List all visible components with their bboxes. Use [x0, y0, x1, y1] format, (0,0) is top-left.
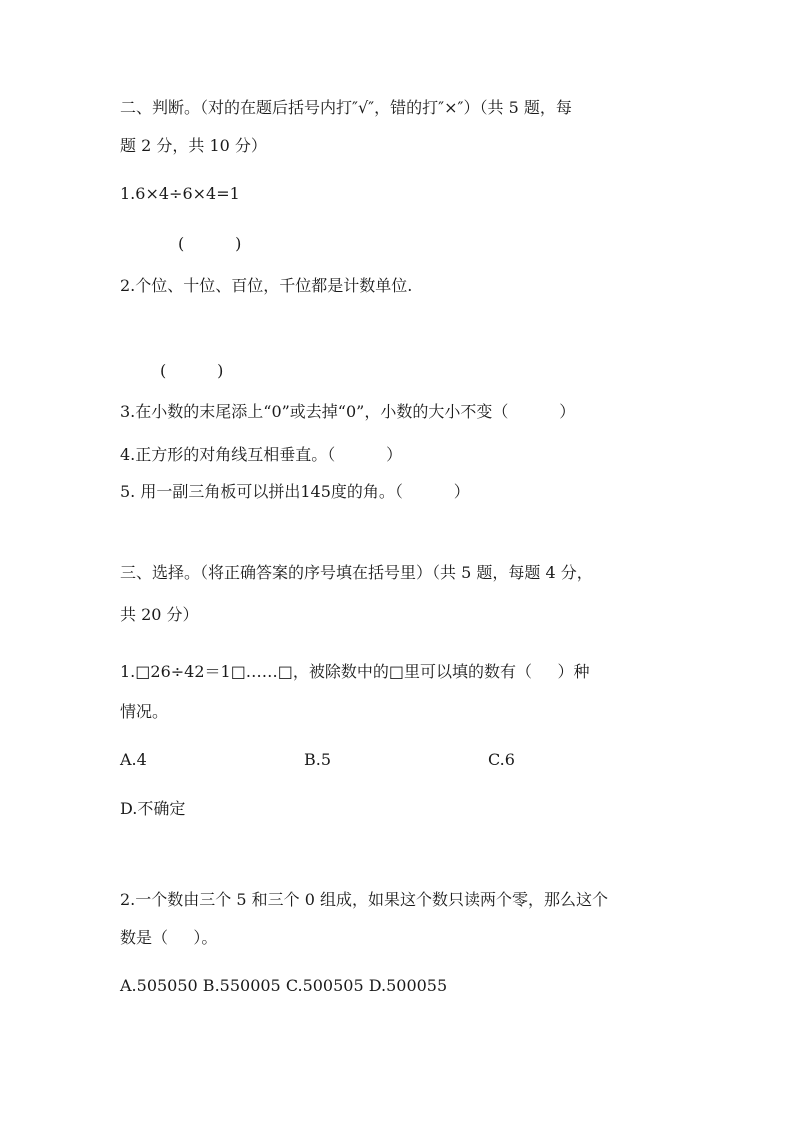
choice-question-1-line1: 1.□26÷42＝1□……□，被除数中的□里可以填的数有（ ）种	[120, 662, 590, 681]
judge-question-1-blank[interactable]: ( )	[178, 234, 242, 253]
choice-question-1-option-d[interactable]: D.不确定	[120, 799, 186, 818]
choice-question-2-options[interactable]: A.505050 B.550005 C.500505 D.500055	[120, 976, 448, 995]
section2-heading-line1: 二、判断。（对的在题后括号内打″√″，错的打″×″）（共 5 题，每	[120, 98, 572, 117]
choice-question-2-line2: 数是（ ）。	[120, 928, 218, 947]
section3-heading-line1: 三、选择。（将正确答案的序号填在括号里）（共 5 题，每题 4 分，	[120, 563, 593, 582]
judge-question-4: 4.正方形的对角线互相垂直。（ ）	[120, 445, 403, 464]
judge-question-5: 5. 用一副三角板可以拼出145度的角。（ ）	[120, 482, 470, 501]
choice-question-2-line1: 2.一个数由三个 5 和三个 0 组成，如果这个数只读两个零，那么这个	[120, 890, 608, 909]
choice-question-1-option-c[interactable]: C.6	[488, 750, 515, 769]
choice-question-1-option-a[interactable]: A.4	[120, 750, 147, 769]
section3-heading-line2: 共 20 分）	[120, 605, 199, 624]
judge-question-2: 2.个位、十位、百位，千位都是计数单位.	[120, 276, 413, 295]
choice-question-1-line2: 情况。	[120, 702, 169, 721]
choice-question-1-option-b[interactable]: B.5	[304, 750, 332, 769]
section2-heading-line2: 题 2 分，共 10 分）	[120, 136, 267, 155]
judge-question-2-blank[interactable]: ( )	[160, 361, 224, 380]
judge-question-3: 3.在小数的末尾添上“0”或去掉“0”，小数的大小不变（ ）	[120, 402, 576, 421]
judge-question-1: 1.6×4÷6×4=1	[120, 184, 240, 203]
